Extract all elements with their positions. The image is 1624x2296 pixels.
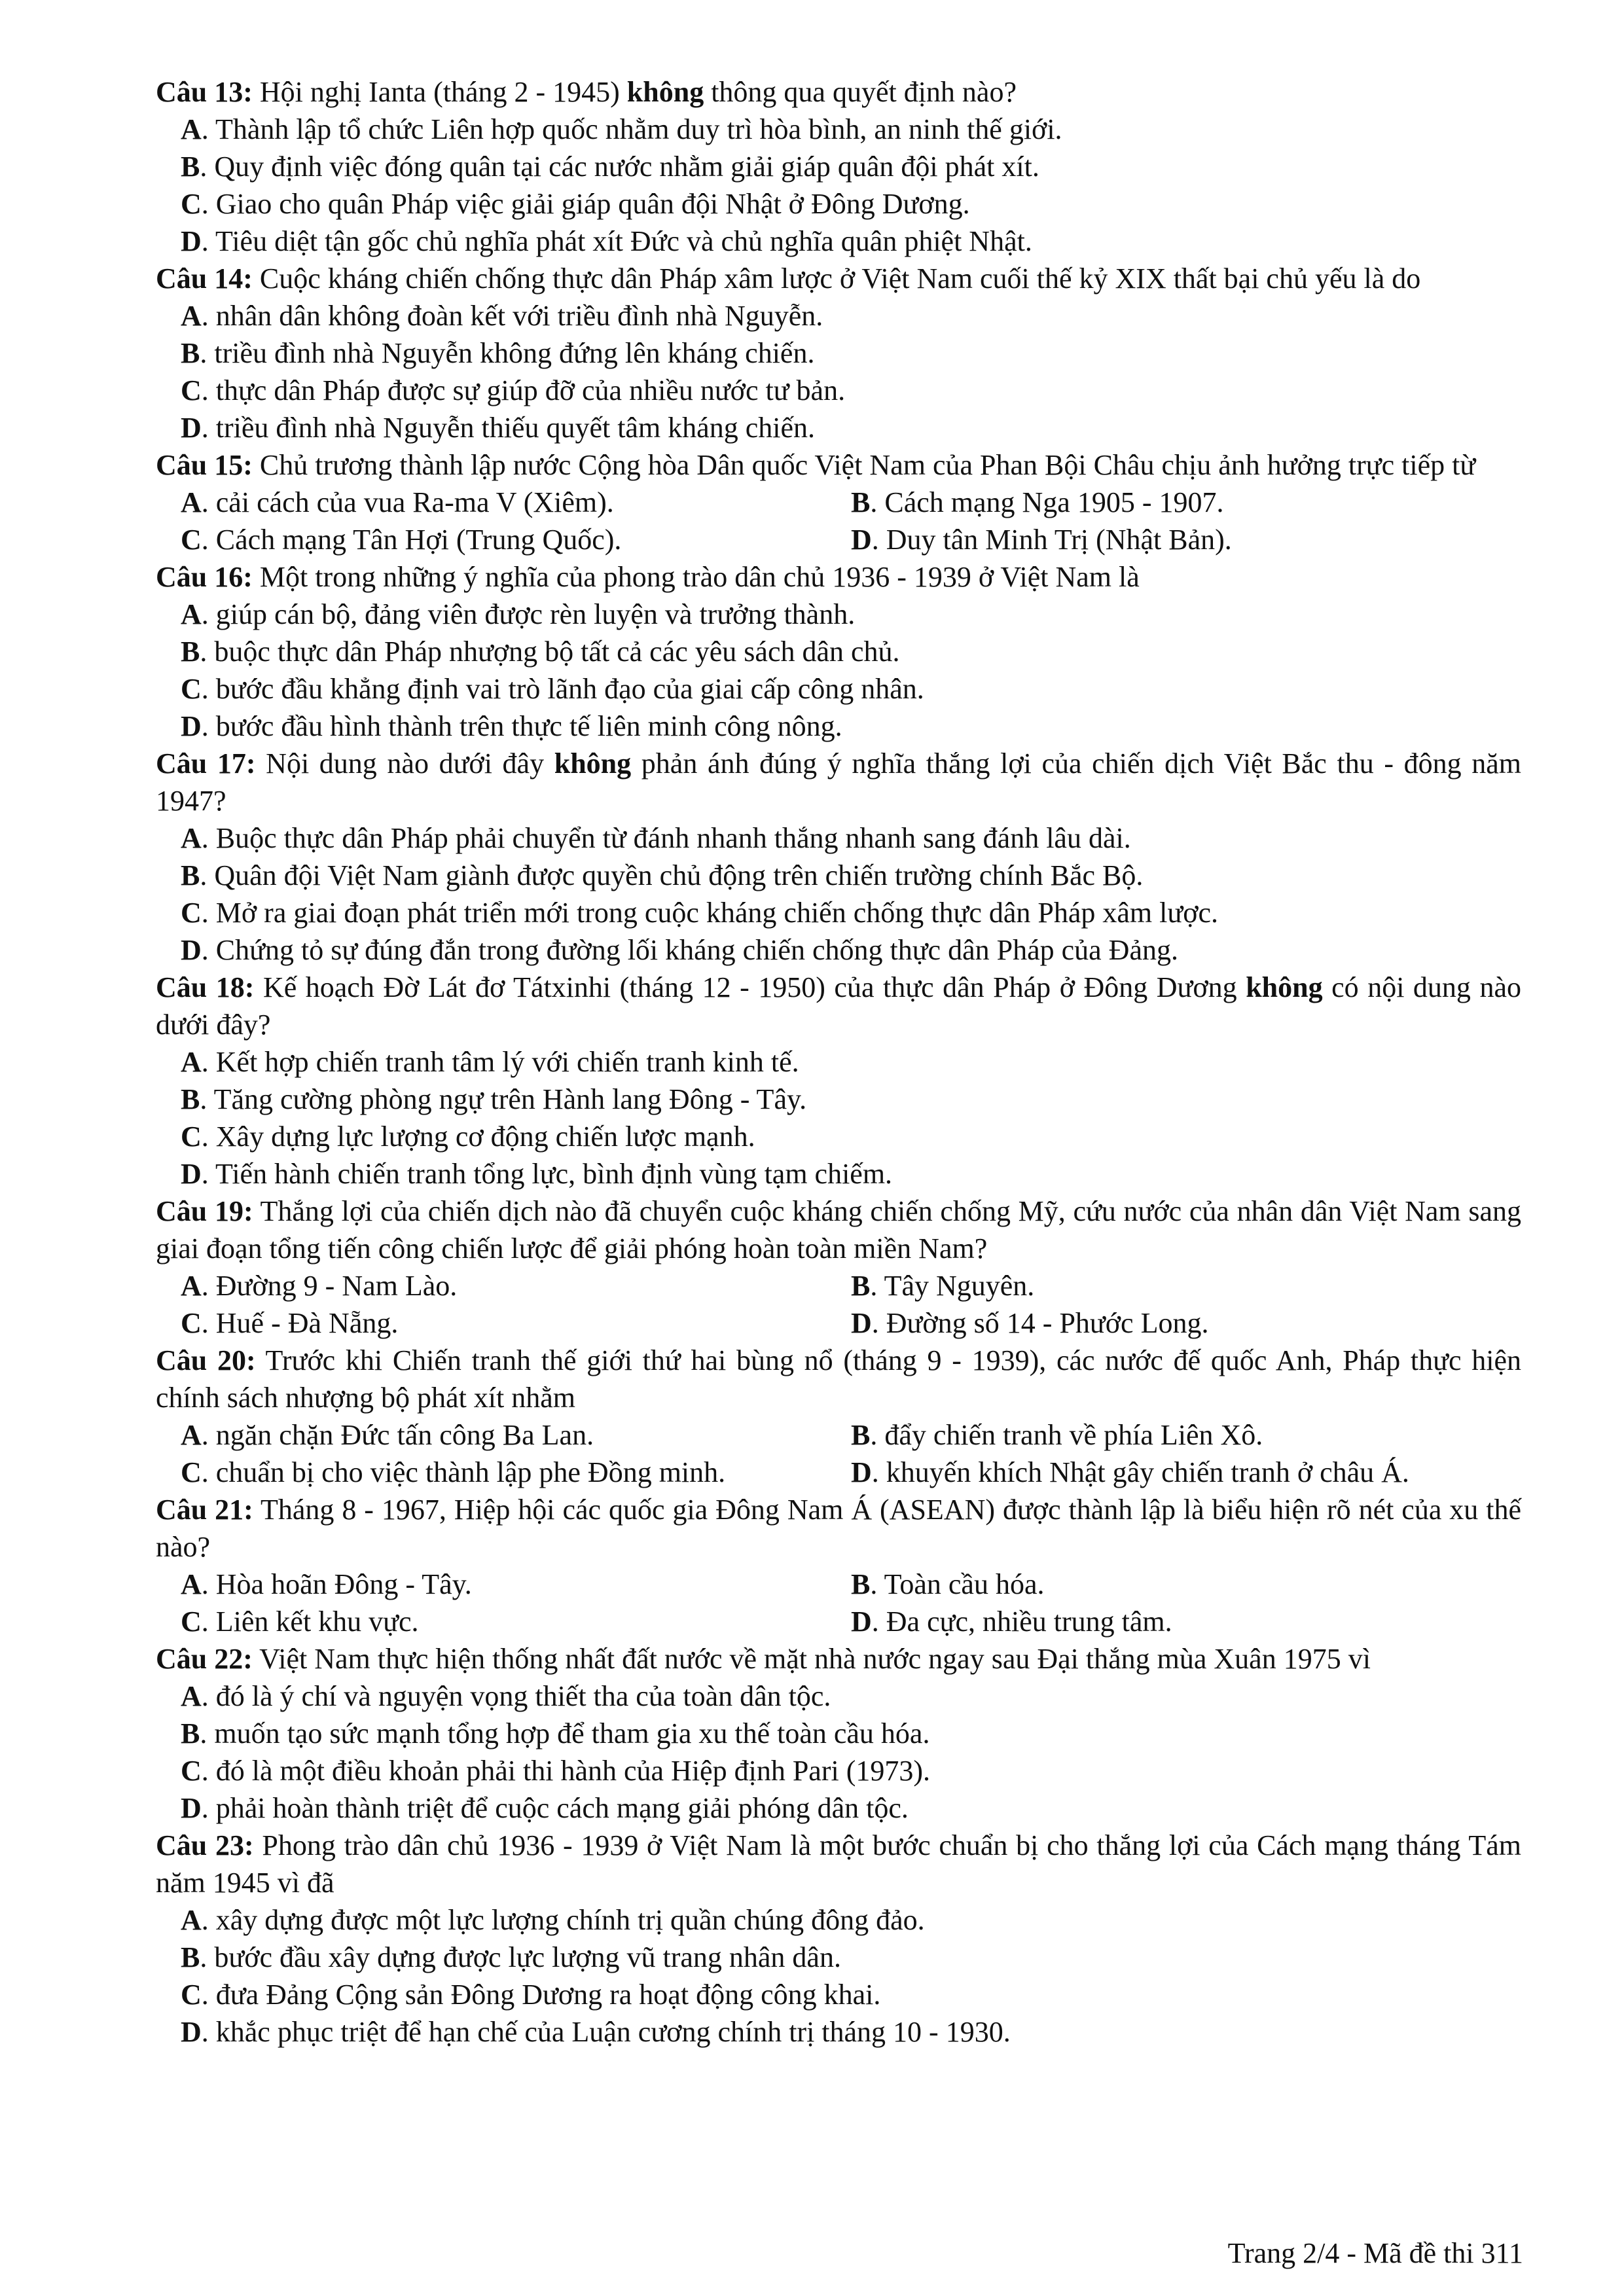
question-block bbox=[156, 1342, 1521, 1491]
option-text: . khắc phục triệt để hạn chế của Luận cương chính trị tháng 10 - 1930. bbox=[201, 2016, 1011, 2048]
option-letter: C bbox=[181, 1307, 202, 1339]
option-row bbox=[156, 521, 1521, 558]
answer-option-c bbox=[181, 1603, 851, 1640]
option-text: . triều đình nhà Nguyễn thiếu quyết tâm kháng chiến. bbox=[201, 412, 815, 444]
option-text: . xây dựng được một lực lượng chính trị quần chúng đông đảo. bbox=[201, 1904, 925, 1936]
option-letter: A bbox=[181, 113, 202, 145]
answer-option-b bbox=[851, 1416, 1521, 1454]
option-letter: C bbox=[181, 1121, 202, 1153]
stem-text: Tháng 8 - 1967, Hiệp hội các quốc gia Đông Nam Á (ASEAN) được thành lập là biểu hiện rõ nét của xu thế nào? bbox=[156, 1494, 1521, 1563]
option-letter: A bbox=[181, 1904, 202, 1936]
option-text: . Toàn cầu hóa. bbox=[870, 1568, 1045, 1600]
option-text: . đẩy chiến tranh về phía Liên Xô. bbox=[870, 1419, 1263, 1451]
option-text: . Quy định việc đóng quân tại các nước nhằm giải giáp quân đội phát xít. bbox=[200, 151, 1039, 183]
question-stem bbox=[156, 73, 1521, 111]
answer-option-a bbox=[156, 111, 1521, 148]
option-text: . đó là một điều khoản phải thi hành của Hiệp định Pari (1973). bbox=[201, 1755, 930, 1787]
option-text: . Đường số 14 - Phước Long. bbox=[871, 1307, 1209, 1339]
stem-text: Nội dung nào dưới đây bbox=[255, 747, 554, 780]
option-letter: B bbox=[851, 1419, 871, 1451]
option-text: . Đường 9 - Nam Lào. bbox=[201, 1270, 458, 1302]
option-text: . Cách mạng Tân Hợi (Trung Quốc). bbox=[201, 524, 622, 556]
answer-option-d bbox=[851, 521, 1521, 558]
stem-text: Kế hoạch Đờ Lát đơ Tátxinhi (tháng 12 - 1950) của thực dân Pháp ở Đông Dương bbox=[254, 971, 1246, 1003]
option-letter: C bbox=[181, 188, 202, 220]
option-row bbox=[156, 1454, 1521, 1491]
answer-option-b bbox=[156, 857, 1521, 894]
question-number: Câu 17: bbox=[156, 747, 256, 780]
option-text: . Cách mạng Nga 1905 - 1907. bbox=[870, 486, 1224, 518]
option-letter: C bbox=[181, 524, 202, 556]
option-letter: C bbox=[181, 374, 202, 406]
question-stem bbox=[156, 1827, 1521, 1901]
answer-option-c bbox=[156, 894, 1521, 931]
option-text: . Kết hợp chiến tranh tâm lý với chiến tranh kinh tế. bbox=[201, 1046, 799, 1078]
answer-option-b bbox=[156, 633, 1521, 670]
option-text: . ngăn chặn Đức tấn công Ba Lan. bbox=[201, 1419, 594, 1451]
option-text: . Thành lập tổ chức Liên hợp quốc nhằm duy trì hòa bình, an ninh thế giới. bbox=[201, 113, 1062, 145]
option-letter: A bbox=[181, 1270, 202, 1302]
option-letter: B bbox=[851, 486, 871, 518]
option-text: . cải cách của vua Ra-ma V (Xiêm). bbox=[201, 486, 614, 518]
question-number: Câu 16: bbox=[156, 561, 253, 593]
option-letter: A bbox=[181, 822, 202, 854]
answer-option-b bbox=[156, 148, 1521, 185]
question-block bbox=[156, 1491, 1521, 1640]
answer-option-b bbox=[851, 1566, 1521, 1603]
option-letter: B bbox=[181, 1083, 200, 1115]
question-block bbox=[156, 1193, 1521, 1342]
option-letter: C bbox=[181, 897, 202, 929]
stem-text: thông qua quyết định nào? bbox=[704, 76, 1017, 108]
option-letter: D bbox=[181, 934, 202, 966]
stem-text: Việt Nam thực hiện thống nhất đất nước về mặt nhà nước ngay sau Đại thắng mùa Xuân 1975 vì bbox=[252, 1643, 1371, 1675]
question-number: Câu 18: bbox=[156, 971, 255, 1003]
question-block bbox=[156, 73, 1521, 260]
option-letter: B bbox=[181, 1717, 200, 1749]
answer-option-d bbox=[851, 1603, 1521, 1640]
option-text: . thực dân Pháp được sự giúp đỡ của nhiều nước tư bản. bbox=[201, 374, 846, 406]
question-stem bbox=[156, 969, 1521, 1043]
option-letter: D bbox=[181, 1158, 202, 1190]
option-letter: A bbox=[181, 1680, 202, 1712]
option-letter: A bbox=[181, 1046, 202, 1078]
answer-option-b bbox=[156, 1939, 1521, 1976]
question-stem bbox=[156, 1640, 1521, 1677]
question-number: Câu 15: bbox=[156, 449, 253, 481]
question-number: Câu 13: bbox=[156, 76, 253, 108]
option-text: . muốn tạo sức mạnh tổng hợp để tham gia xu thế toàn cầu hóa. bbox=[200, 1717, 930, 1749]
question-stem bbox=[156, 1193, 1521, 1267]
option-text: . Chứng tỏ sự đúng đắn trong đường lối kháng chiến chống thực dân Pháp của Đảng. bbox=[201, 934, 1178, 966]
answer-option-a bbox=[156, 1677, 1521, 1715]
answer-option-a bbox=[181, 1566, 851, 1603]
stem-emphasis: không bbox=[554, 747, 632, 780]
answer-option-c bbox=[156, 670, 1521, 708]
answer-option-c bbox=[156, 185, 1521, 223]
question-block bbox=[156, 745, 1521, 969]
option-letter: A bbox=[181, 598, 202, 630]
option-text: . đưa Đảng Cộng sản Đông Dương ra hoạt động công khai. bbox=[201, 1979, 881, 2011]
option-text: . Duy tân Minh Trị (Nhật Bản). bbox=[871, 524, 1232, 556]
option-text: . bước đầu khẳng định vai trò lãnh đạo của giai cấp công nhân. bbox=[201, 673, 924, 705]
question-block bbox=[156, 558, 1521, 745]
option-text: . Xây dựng lực lượng cơ động chiến lược mạnh. bbox=[201, 1121, 755, 1153]
option-text: . chuẩn bị cho việc thành lập phe Đồng minh. bbox=[201, 1456, 726, 1488]
option-letter: A bbox=[181, 1568, 202, 1600]
question-block bbox=[156, 969, 1521, 1193]
option-letter: D bbox=[851, 1605, 872, 1638]
answer-option-a bbox=[156, 819, 1521, 857]
question-stem bbox=[156, 558, 1521, 596]
answer-option-a bbox=[181, 484, 851, 521]
option-letter: D bbox=[181, 1792, 202, 1824]
answer-option-a bbox=[156, 297, 1521, 334]
question-stem bbox=[156, 446, 1521, 484]
option-letter: B bbox=[181, 636, 200, 668]
stem-text: có nội dung nào dưới đây? bbox=[156, 971, 1521, 1041]
option-letter: B bbox=[181, 1941, 200, 1973]
answer-option-a bbox=[181, 1416, 851, 1454]
option-letter: D bbox=[181, 412, 202, 444]
option-letter: B bbox=[851, 1270, 871, 1302]
option-letter: D bbox=[851, 1456, 872, 1488]
option-letter: D bbox=[851, 1307, 872, 1339]
answer-option-d bbox=[156, 1789, 1521, 1827]
option-text: . giúp cán bộ, đảng viên được rèn luyện và trưởng thành. bbox=[201, 598, 856, 630]
option-letter: A bbox=[181, 486, 202, 518]
question-number: Câu 23: bbox=[156, 1829, 254, 1861]
option-letter: B bbox=[181, 859, 200, 891]
option-text: . Huế - Đà Nẵng. bbox=[201, 1307, 399, 1339]
answer-option-b bbox=[851, 1267, 1521, 1304]
answer-option-c bbox=[156, 1976, 1521, 2013]
option-text: . bước đầu hình thành trên thực tế liên minh công nông. bbox=[201, 710, 842, 742]
option-text: . nhân dân không đoàn kết với triều đình nhà Nguyễn. bbox=[201, 300, 823, 332]
answer-option-b bbox=[156, 334, 1521, 372]
option-row bbox=[156, 1304, 1521, 1342]
option-row bbox=[156, 1416, 1521, 1454]
option-letter: D bbox=[851, 524, 872, 556]
option-text: . Tiến hành chiến tranh tổng lực, bình định vùng tạm chiếm. bbox=[201, 1158, 893, 1190]
question-stem bbox=[156, 745, 1521, 819]
question-block bbox=[156, 1827, 1521, 2051]
option-letter: C bbox=[181, 1755, 202, 1787]
option-text: . triều đình nhà Nguyễn không đứng lên kháng chiến. bbox=[200, 337, 815, 369]
option-letter: B bbox=[851, 1568, 871, 1600]
page-footer: Trang 2/4 - Mã đề thi 311 bbox=[1227, 2237, 1523, 2269]
question-stem bbox=[156, 1491, 1521, 1566]
question-list bbox=[156, 73, 1521, 2051]
option-letter: A bbox=[181, 1419, 202, 1451]
answer-option-c bbox=[156, 1118, 1521, 1155]
stem-text: Phong trào dân chủ 1936 - 1939 ở Việt Nam là một bước chuẩn bị cho thắng lợi của Cách mạng tháng Tám năm 1945 vì đã bbox=[156, 1829, 1522, 1899]
answer-option-a bbox=[156, 1901, 1521, 1939]
answer-option-d bbox=[156, 223, 1521, 260]
answer-option-d bbox=[156, 409, 1521, 446]
answer-option-d bbox=[851, 1304, 1521, 1342]
question-stem bbox=[156, 1342, 1521, 1416]
option-text: . Mở ra giai đoạn phát triển mới trong cuộc kháng chiến chống thực dân Pháp xâm lược. bbox=[201, 897, 1218, 929]
answer-option-d bbox=[156, 708, 1521, 745]
answer-option-b bbox=[156, 1715, 1521, 1752]
option-text: . Tăng cường phòng ngự trên Hành lang Đông - Tây. bbox=[200, 1083, 807, 1115]
answer-option-c bbox=[181, 1304, 851, 1342]
option-text: . đó là ý chí và nguyện vọng thiết tha của toàn dân tộc. bbox=[201, 1680, 831, 1712]
answer-option-a bbox=[156, 1043, 1521, 1081]
answer-option-d bbox=[156, 931, 1521, 969]
answer-option-d bbox=[156, 2013, 1521, 2051]
stem-text: Cuộc kháng chiến chống thực dân Pháp xâm lược ở Việt Nam cuối thế kỷ XIX thất bại chủ yếu là do bbox=[252, 262, 1421, 295]
stem-text: phản ánh đúng ý nghĩa thắng lợi của chiến dịch Việt Bắc thu - đông năm 1947? bbox=[156, 747, 1521, 817]
option-letter: C bbox=[181, 1456, 202, 1488]
option-letter: D bbox=[181, 225, 202, 257]
option-text: . Giao cho quân Pháp việc giải giáp quân đội Nhật ở Đông Dương. bbox=[201, 188, 970, 220]
option-letter: C bbox=[181, 673, 202, 705]
question-block bbox=[156, 260, 1521, 446]
option-letter: C bbox=[181, 1605, 202, 1638]
option-letter: D bbox=[181, 2016, 202, 2048]
stem-emphasis: không bbox=[626, 76, 704, 108]
question-number: Câu 19: bbox=[156, 1195, 253, 1227]
option-text: . phải hoàn thành triệt để cuộc cách mạng giải phóng dân tộc. bbox=[201, 1792, 909, 1824]
answer-option-c bbox=[181, 521, 851, 558]
stem-text: Trước khi Chiến tranh thế giới thứ hai bùng nổ (tháng 9 - 1939), các nước đế quốc Anh, Pháp thực hiện chính sách nhượng bộ phát xít nhằm bbox=[156, 1344, 1521, 1414]
answer-option-c bbox=[156, 372, 1521, 409]
option-text: . buộc thực dân Pháp nhượng bộ tất cả các yêu sách dân chủ. bbox=[200, 636, 900, 668]
option-row bbox=[156, 1267, 1521, 1304]
question-number: Câu 22: bbox=[156, 1643, 253, 1675]
answer-option-b bbox=[156, 1081, 1521, 1118]
question-number: Câu 20: bbox=[156, 1344, 256, 1376]
question-number: Câu 14: bbox=[156, 262, 253, 295]
answer-option-c bbox=[181, 1454, 851, 1491]
question-block bbox=[156, 446, 1521, 558]
answer-option-c bbox=[156, 1752, 1521, 1789]
stem-text: Một trong những ý nghĩa của phong trào dân chủ 1936 - 1939 ở Việt Nam là bbox=[252, 561, 1140, 593]
question-number: Câu 21: bbox=[156, 1494, 253, 1526]
option-text: . Đa cực, nhiều trung tâm. bbox=[871, 1605, 1172, 1638]
option-text: . Hòa hoãn Đông - Tây. bbox=[201, 1568, 472, 1600]
stem-text: Chủ trương thành lập nước Cộng hòa Dân quốc Việt Nam của Phan Bội Châu chịu ảnh hưởng trực tiếp từ bbox=[252, 449, 1476, 481]
option-row bbox=[156, 484, 1521, 521]
question-block bbox=[156, 1640, 1521, 1827]
option-text: . Tiêu diệt tận gốc chủ nghĩa phát xít Đức và chủ nghĩa quân phiệt Nhật. bbox=[201, 225, 1032, 257]
option-text: . Buộc thực dân Pháp phải chuyển từ đánh nhanh thắng nhanh sang đánh lâu dài. bbox=[201, 822, 1131, 854]
option-text: . Liên kết khu vực. bbox=[201, 1605, 419, 1638]
answer-option-b bbox=[851, 484, 1521, 521]
option-letter: B bbox=[181, 337, 200, 369]
option-row bbox=[156, 1566, 1521, 1603]
answer-option-a bbox=[181, 1267, 851, 1304]
option-letter: A bbox=[181, 300, 202, 332]
option-text: . Tây Nguyên. bbox=[870, 1270, 1035, 1302]
option-letter: D bbox=[181, 710, 202, 742]
stem-text: Thắng lợi của chiến dịch nào đã chuyển cuộc kháng chiến chống Mỹ, cứu nước của nhân dân Việt Nam sang giai đoạn tổng tiến công chiến lược để giải phóng hoàn toàn miền Nam? bbox=[156, 1195, 1522, 1265]
option-text: . Quân đội Việt Nam giành được quyền chủ động trên chiến trường chính Bắc Bộ. bbox=[200, 859, 1144, 891]
question-stem bbox=[156, 260, 1521, 297]
stem-emphasis: không bbox=[1246, 971, 1323, 1003]
option-letter: B bbox=[181, 151, 200, 183]
answer-option-a bbox=[156, 596, 1521, 633]
option-row bbox=[156, 1603, 1521, 1640]
answer-option-d bbox=[156, 1155, 1521, 1193]
option-letter: C bbox=[181, 1979, 202, 2011]
option-text: . khuyến khích Nhật gây chiến tranh ở châu Á. bbox=[871, 1456, 1409, 1488]
stem-text: Hội nghị Ianta (tháng 2 - 1945) bbox=[252, 76, 627, 108]
answer-option-d bbox=[851, 1454, 1521, 1491]
option-text: . bước đầu xây dựng được lực lượng vũ trang nhân dân. bbox=[200, 1941, 841, 1973]
